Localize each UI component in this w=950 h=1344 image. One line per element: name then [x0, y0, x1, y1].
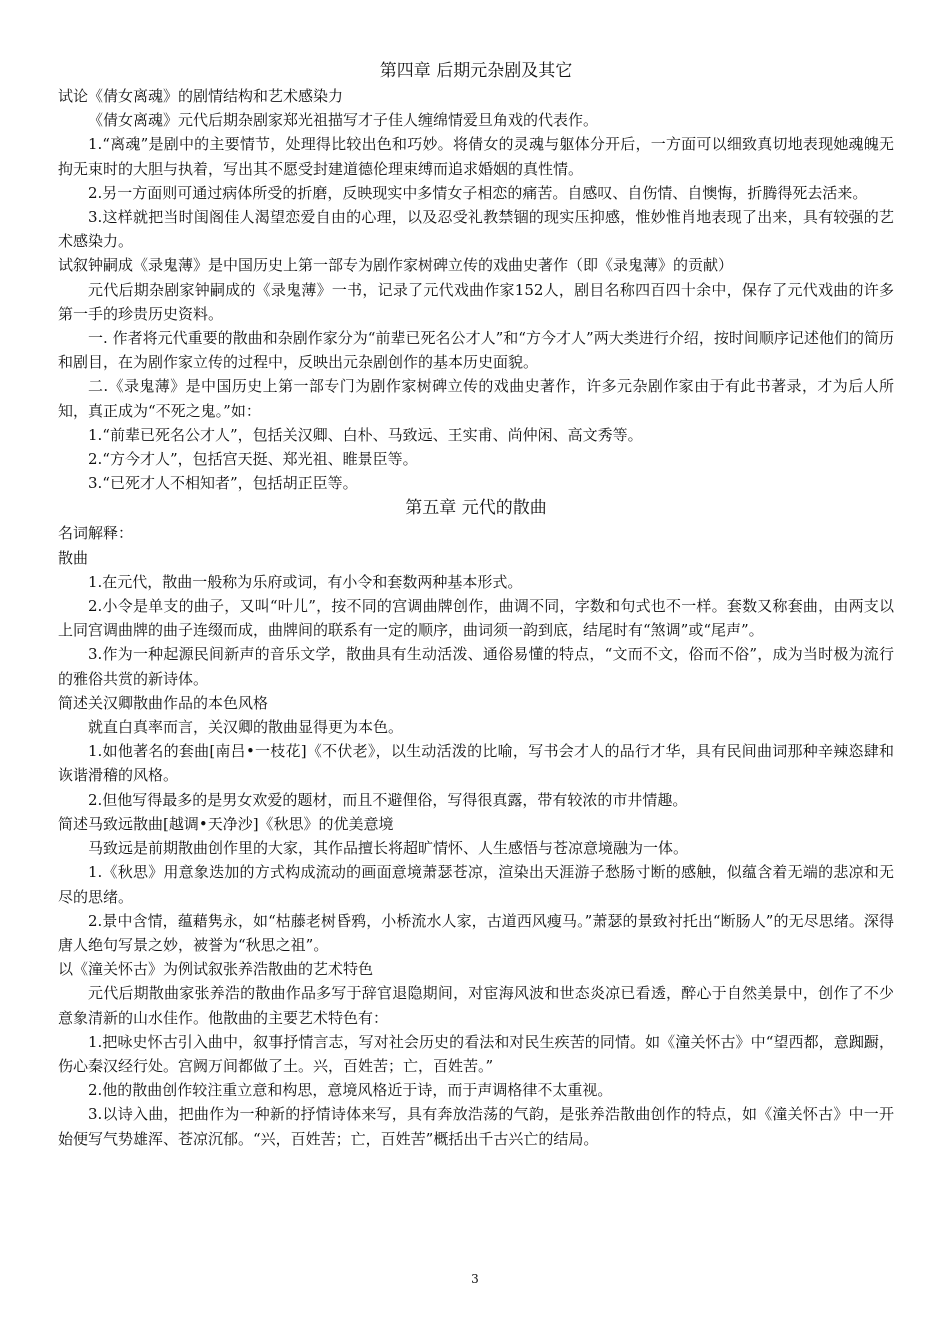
section-heading: 试论《倩女离魂》的剧情结构和艺术感染力	[58, 87, 344, 105]
chapter-title: 第五章 元代的散曲	[405, 498, 547, 519]
paragraph: 3.作为一种起源民间新声的音乐文学，散曲具有生动活泼、通俗易懂的特点，“文而不文，俗而不俗”，成为当时极为流行的雅俗共赏的新诗体。	[58, 645, 894, 688]
chapter-title: 第四章 后期元杂剧及其它	[379, 61, 573, 81]
section-heading: 以《潼关怀古》为例试叙张养浩散曲的艺术特色	[58, 960, 374, 979]
section-heading: 试叙钟嗣成《录鬼薄》是中国历史上第一部专为剧作家树碑立传的戏曲史著作（即《录鬼薄》的贡献）	[58, 256, 734, 275]
paragraph: 3.以诗入曲，把曲作为一种新的抒情诗体来写，具有奔放浩荡的气韵，是张养浩散曲创作的特点，如《潼关怀古》中一开始便写气势雄浑、苍凉沉郁。“兴，百姓苦；亡，百姓苦”概括出千古兴亡的结局。	[58, 1105, 894, 1148]
paragraph: 2.小令是单支的曲子，又叫“叶儿”，按不同的宫调曲牌创作，曲调不同，字数和句式也不一样。套数又称套曲，由两支以上同宫调曲牌的曲子连缀而成，曲牌间的联系有一定的顺序，曲词须一韵到底，结尾时有“煞调”或“尾声”。	[58, 597, 894, 640]
section-lugui	[58, 253, 894, 495]
paragraph: 1.如他著名的套曲[南吕•一枝花]《不伏老》，以生动活泼的比喻，写书会才人的品行才华，具有民间曲词那种辛辣恣肆和诙谐滑稽的风格。	[58, 742, 894, 785]
section-sanqu	[58, 570, 894, 691]
paragraph: 《倩女离魂》元代后期杂剧家郑光祖描写才子佳人缠绵情爱旦角戏的代表作。	[88, 111, 599, 130]
paragraph: 2.另一方面则可通过病体所受的折磨，反映现实中多情女子相恋的痛苦。自感叹、自伤情、自懊悔，折腾得死去活来。	[88, 183, 868, 202]
paragraph: 3.这样就把当时闺阁佳人渴望恋爱自由的心理，以及忍受礼教禁锢的现实压抑感，惟妙惟肖地表现了出来，具有较强的艺术感染力。	[58, 208, 894, 251]
paragraph: 元代后期散曲家张养浩的散曲作品多写于辞官退隐期间，对宦海风波和世态炎凉已看透，醉心于自然美景中，创作了不少意象清新的山水佳作。他散曲的主要艺术特色有：	[58, 984, 894, 1027]
paragraph: 1.“离魂”是剧中的主要情节，处理得比较出色和巧妙。将倩女的灵魂与躯体分开后，一方面可以细致真切地表现她魂魄无拘无束时的大胆与执着，写出其不愿受封建道德伦理束缚而追求婚姻的真性情。	[58, 135, 894, 178]
paragraph: 元代后期杂剧家钟嗣成的《录鬼薄》一书，记录了元代戏曲作家152人，剧目名称四百四十余中，保存了元代戏曲的许多第一手的珍贵历史资料。	[58, 280, 894, 323]
paragraph: 2.他的散曲创作较注重立意和构思，意境风格近于诗，而于声调格律不太重视。	[88, 1081, 613, 1100]
paragraph: 2.景中含情，蕴藉隽永，如“枯藤老树昏鸦，小桥流水人家，古道西风瘦马。”萧瑟的景致衬托出“断肠人”的无尽思绪。深得唐人绝句写景之妙，被誉为“秋思之祖”。	[58, 911, 894, 954]
paragraph: 1.“前辈已死名公才人”，包括关汉卿、白朴、马致远、王实甫、尚仲闲、高文秀等。	[88, 425, 643, 444]
chapter-5	[58, 495, 894, 1150]
section-zhangyanghao	[58, 957, 894, 1151]
section-heading: 简述马致远散曲[越调•天净沙]《秋思》的优美意境	[58, 814, 394, 833]
term-name: 散曲	[58, 548, 89, 567]
page-number: 3	[471, 1272, 479, 1286]
paragraph: 3.“已死才人不相知者”，包括胡正臣等。	[88, 474, 358, 493]
term-label: 名词解释：	[58, 524, 134, 543]
paragraph: 就直白真率而言，关汉卿的散曲显得更为本色。	[88, 718, 404, 737]
section-heading: 简述关汉卿散曲作品的本色风格	[58, 693, 269, 712]
section-mazhiyuan	[58, 812, 894, 957]
chapter-4	[58, 58, 894, 495]
page-body	[58, 58, 894, 1151]
paragraph: 马致远是前期散曲创作里的大家，其作品擅长将超旷情怀、人生感悟与苍凉意境融为一体。	[88, 839, 689, 858]
paragraph: 1.在元代，散曲一般称为乐府或词，有小令和套数两种基本形式。	[88, 572, 523, 591]
paragraph: 二.《录鬼薄》是中国历史上第一部专门为剧作家树碑立传的戏曲史著作，许多元杂剧作家由于有此书著录，才为后人所知，真正成为“不死之鬼。”如：	[58, 377, 894, 420]
section-guanhanqing	[58, 691, 894, 812]
paragraph: 2.但他写得最多的是男女欢爱的题材，而且不避俚俗，写得很真露，带有较浓的市井情趣。	[88, 790, 688, 809]
section-qiannv	[58, 84, 894, 253]
paragraph: 1.《秋思》用意象迭加的方式构成流动的画面意境萧瑟苍凉，渲染出天涯游子愁肠寸断的感触，似蕴含着无端的悲凉和无尽的思绪。	[58, 863, 894, 906]
paragraph: 2.“方今才人”，包括宫天挺、郑光祖、睢景臣等。	[88, 450, 418, 469]
paragraph: 1.把咏史怀古引入曲中，叙事抒情言志，写对社会历史的看法和对民生疾苦的同情。如《潼关怀古》中“望西都，意踟蹰，伤心秦汉经行处。宫阙万间都做了土。兴，百姓苦；亡，百姓苦。”	[58, 1032, 894, 1075]
paragraph: 一. 作者将元代重要的散曲和杂剧作家分为“前辈已死名公才人”和“方今才人”两大类进行介绍，按时间顺序记述他们的简历和剧目，在为剧作家立传的过程中，反映出元杂剧创作的基本历史面貌。	[58, 329, 894, 372]
